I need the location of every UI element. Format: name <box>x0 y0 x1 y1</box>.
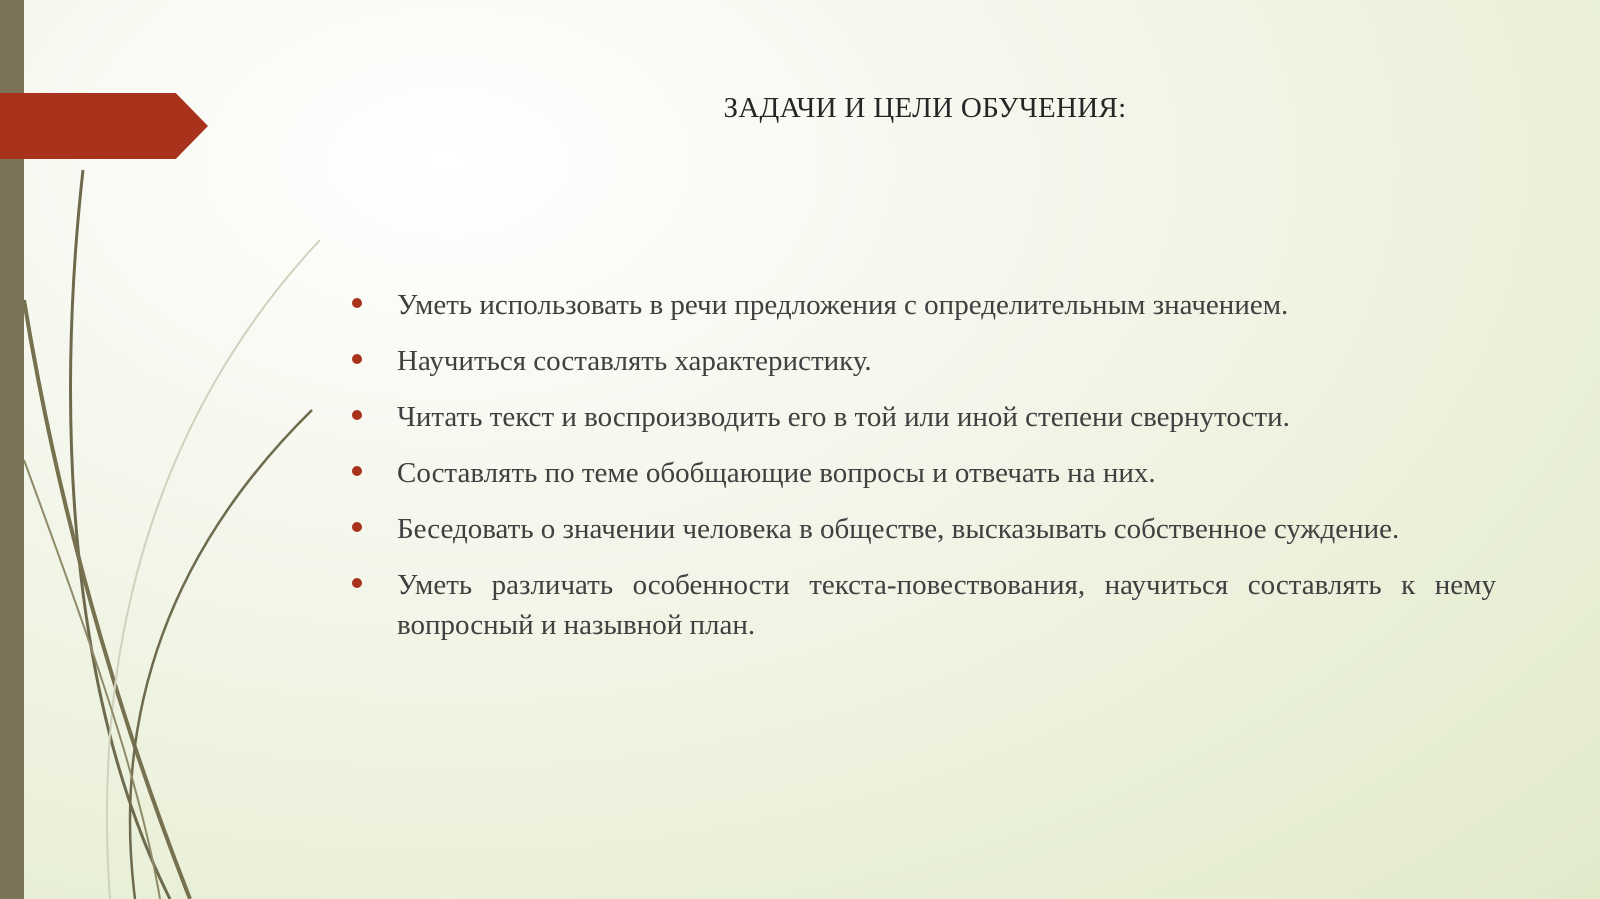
bullet-item-1 <box>352 285 1496 325</box>
grass-blade-1 <box>71 170 170 899</box>
slide-title: ЗАДАЧИ И ЦЕЛИ ОБУЧЕНИЯ: <box>723 92 1127 124</box>
bullet-list <box>352 285 1496 661</box>
bullet-item-4 <box>352 453 1496 493</box>
grass-blade-3 <box>130 410 312 899</box>
bullet-text: Читать текст и воспроизводить его в той или иной степени свернутости. <box>397 401 1290 433</box>
bullet-dot-icon <box>352 522 362 532</box>
bullet-dot-icon <box>352 354 362 364</box>
bullet-text: Уметь использовать в речи предложения с определительным значением. <box>397 289 1289 321</box>
bullet-item-6 <box>352 565 1496 645</box>
bullet-item-5 <box>352 509 1496 549</box>
bullet-item-2 <box>352 341 1496 381</box>
bullet-text: Составлять по теме обобщающие вопросы и отвечать на них. <box>397 457 1156 489</box>
bullet-text: Беседовать о значении человека в обществе, высказывать собственное суждение. <box>397 513 1400 545</box>
bullet-dot-icon <box>352 410 362 420</box>
bullet-dot-icon <box>352 466 362 476</box>
bullet-text: Уметь различать особенности текста-повествования, научиться составлять к нему вопросный и назывной план. <box>397 569 1496 641</box>
bullet-item-3 <box>352 397 1496 437</box>
bullet-dot-icon <box>352 298 362 308</box>
bullet-dot-icon <box>352 578 362 588</box>
title-arrow-tab <box>0 93 208 159</box>
bullet-text: Научиться составлять характеристику. <box>397 345 872 377</box>
